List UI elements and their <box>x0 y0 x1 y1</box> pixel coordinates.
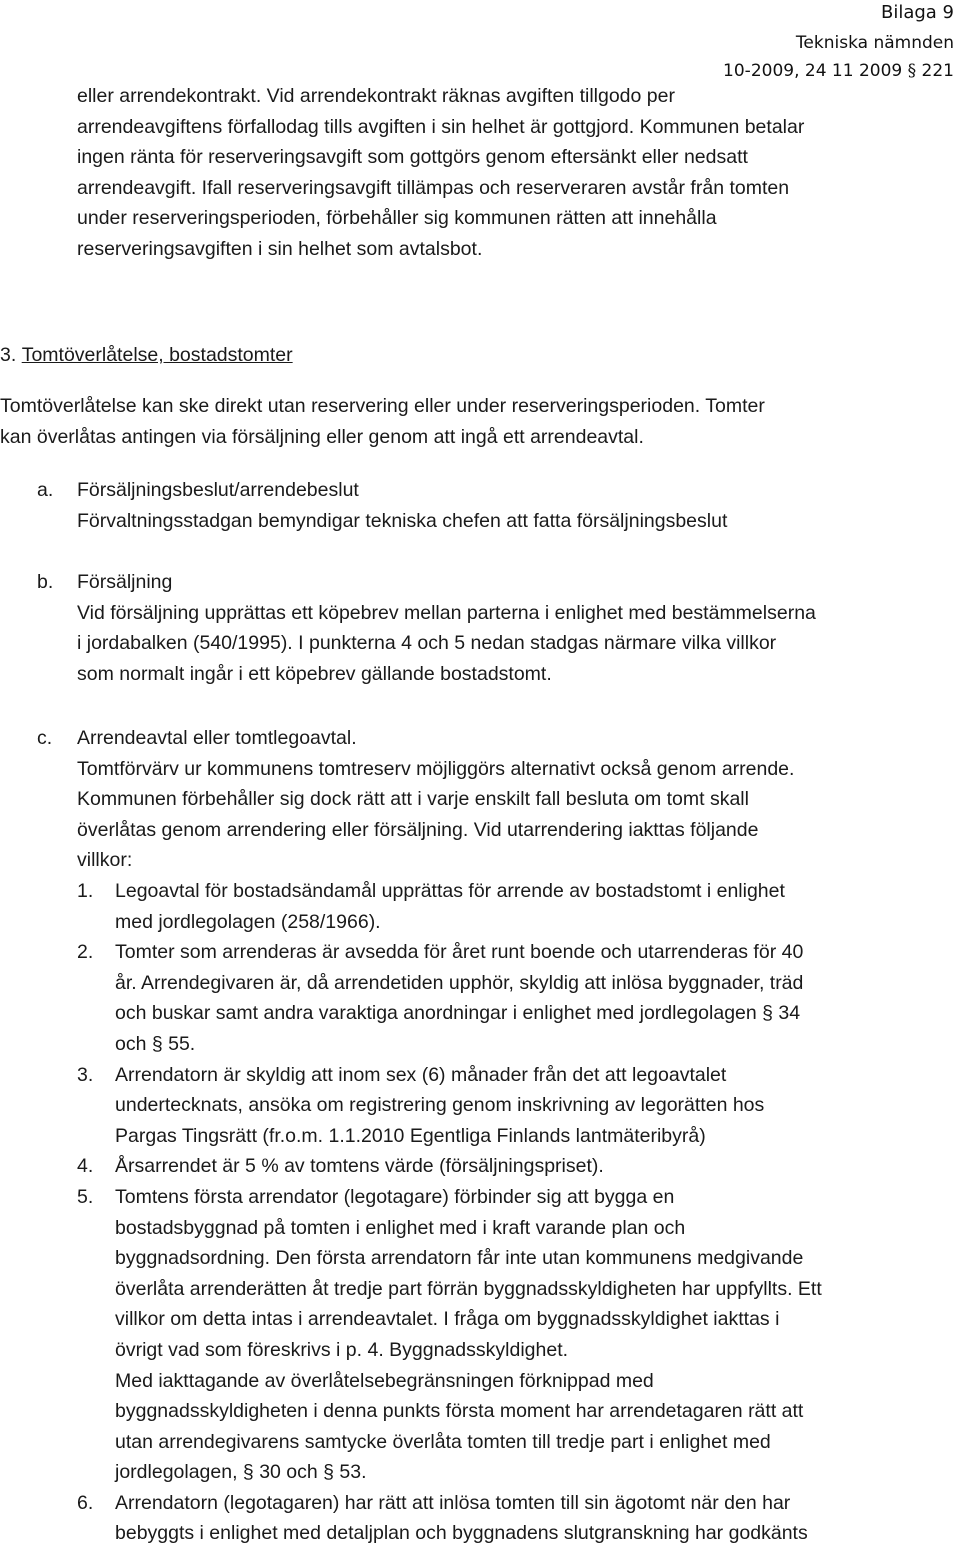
section-heading <box>0 340 293 371</box>
text-line: Vid försäljning upprättas ett köpebrev mellan parterna i enlighet med bestämmelserna <box>77 601 816 624</box>
text-line: jordlegolagen, § 30 och § 53. <box>115 1461 367 1484</box>
text-line: i jordabalken (540/1995). I punkterna 4 och 5 nedan stadgas närmare vilka villkor <box>77 632 777 655</box>
subsection-title: Försäljningsbeslut/arrendebeslut <box>77 479 359 501</box>
subsection-a <box>77 475 957 536</box>
text-line: byggnadsordning. Den första arrendatorn får inte utan kommunens medgivande <box>115 1247 804 1270</box>
text-line: utan arrendegivarens samtycke överlåta tomten till tredje part i enlighet med <box>115 1430 771 1453</box>
meeting-reference <box>723 61 954 81</box>
list-number: 6. <box>77 1491 94 1514</box>
text-line: Förvaltningsstadgan bemyndigar tekniska chefen att fatta försäljningsbeslut <box>77 509 728 532</box>
section-number: 221 <box>921 61 954 81</box>
subsection-title: Försäljning <box>77 571 173 593</box>
list-number: 3. <box>77 1063 94 1086</box>
section-heading-number: 3. <box>0 344 17 366</box>
subsection-c-letter: c. <box>37 727 53 749</box>
text-line: år. Arrendegivaren är, då arrendetiden upphör, skyldig att inlösa byggnader, träd <box>115 971 804 994</box>
text-line: under reserveringsperioden, förbehåller sig kommunen rätten att innehålla <box>77 207 717 230</box>
subsection-a-letter: a. <box>37 479 54 501</box>
text-line: och § 55. <box>115 1032 196 1055</box>
text-line: och buskar samt andra varaktiga anordningar i enlighet med jordlegolagen § 34 <box>115 1002 801 1025</box>
subsection-b <box>77 567 959 689</box>
section-symbol: § <box>907 61 917 81</box>
text-line: som normalt ingår i ett köpebrev gällande bostadstomt. <box>77 662 552 685</box>
intro-paragraph <box>77 81 957 265</box>
text-line: Tomtöverlåtelse kan ske direkt utan reservering eller under reserveringsperioden. Tomter <box>0 395 765 417</box>
subsection-title: Arrendeavtal eller tomtlegoavtal. <box>77 727 357 749</box>
text-line: överlåta arrenderätten åt tredje part förrän byggnadsskyldigheten har uppfyllts. Ett <box>115 1277 822 1300</box>
text-line: Legoavtal för bostadsändamål upprättas för arrende av bostadstomt i enlighet <box>115 880 785 902</box>
list-item <box>77 937 957 1059</box>
text-line: arrendeavgift. Ifall reserveringsavgift tillämpas och reserveraren avstår från tomten <box>77 176 790 199</box>
text-line: bostadsbyggnad på tomten i enlighet med i kraft varande plan och <box>115 1216 686 1239</box>
committee-name: Tekniska nämnden <box>795 33 954 53</box>
text-line: med jordlegolagen (258/1966). <box>115 910 381 933</box>
list-number: 1. <box>77 880 94 902</box>
text-line: Årsarrendet är 5 % av tomtens värde (försäljningspriset). <box>115 1155 604 1178</box>
text-line: ingen ränta för reserveringsavgift som gottgörs genom eftersänkt eller nedsatt <box>77 146 748 169</box>
list-number: 4. <box>77 1155 94 1178</box>
text-line: eller arrendekontrakt. Vid arrendekontrakt räknas avgiften tillgodo per <box>77 85 675 107</box>
attachment-label: Bilaga 9 <box>880 2 954 23</box>
conditions-list <box>77 876 957 1549</box>
text-line: undertecknats, ansöka om registrering genom inskrivning av legorätten hos <box>115 1094 765 1117</box>
list-number: 5. <box>77 1185 94 1208</box>
text-line: villkor om detta intas i arrendeavtalet. I fråga om byggnadsskyldighet iakttas i <box>115 1308 780 1331</box>
text-line: Kommunen förbehåller sig dock rätt att i varje enskilt fall besluta om tomt skall <box>77 788 749 811</box>
text-line: överlåtas genom arrendering eller försäljning. Vid utarrendering iakttas följande <box>77 818 759 841</box>
list-number: 2. <box>77 941 94 964</box>
section-paragraph <box>0 391 955 452</box>
text-line: villkor: <box>77 849 133 872</box>
text-line: byggnadsskyldigheten i denna punkts första moment har arrendetagaren rätt att <box>115 1400 804 1423</box>
subsection-c <box>77 723 957 876</box>
list-item <box>77 1488 957 1549</box>
text-line: arrendeavgiftens förfallodag tills avgiften i sin helhet är gottgjord. Kommunen betalar <box>77 115 805 138</box>
text-line: kan överlåtas antingen via försäljning eller genom att ingå ett arrendeavtal. <box>0 425 644 448</box>
text-line: Tomter som arrenderas är avsedda för året runt boende och utarrenderas för 40 <box>115 941 804 964</box>
text-line: bebyggts i enlighet med detaljplan och byggnadens slutgranskning har godkänts <box>115 1522 808 1545</box>
text-line: Arrendatorn är skyldig att inom sex (6) månader från det att legoavtalet <box>115 1063 727 1086</box>
list-item <box>77 876 957 937</box>
meeting-dates: 10-2009, 24 11 2009 <box>723 61 903 81</box>
section-heading-title: Tomtöverlåtelse, bostadstomter <box>21 344 293 366</box>
text-line: reserveringsavgiften i sin helhet som avtalsbot. <box>77 237 483 260</box>
text-line: Tomtens första arrendator (legotagare) förbinder sig att bygga en <box>115 1185 675 1208</box>
text-line: Med iakttagande av överlåtelsebegränsningen förknippad med <box>115 1369 654 1392</box>
list-item <box>77 1182 957 1488</box>
list-item <box>77 1151 957 1182</box>
text-line: Arrendatorn (legotagaren) har rätt att inlösa tomten till sin ägotomt när den har <box>115 1491 791 1514</box>
text-line: övrigt vad som föreskrivs i p. 4. Byggnadsskyldighet. <box>115 1338 569 1361</box>
text-line: Tomtförvärv ur kommunens tomtreserv möjliggörs alternativt också genom arrende. <box>77 757 795 780</box>
list-item <box>77 1060 957 1152</box>
text-line: Pargas Tingsrätt (fr.o.m. 1.1.2010 Egentliga Finlands lantmäteribyrå) <box>115 1124 706 1147</box>
subsection-b-letter: b. <box>37 571 54 593</box>
